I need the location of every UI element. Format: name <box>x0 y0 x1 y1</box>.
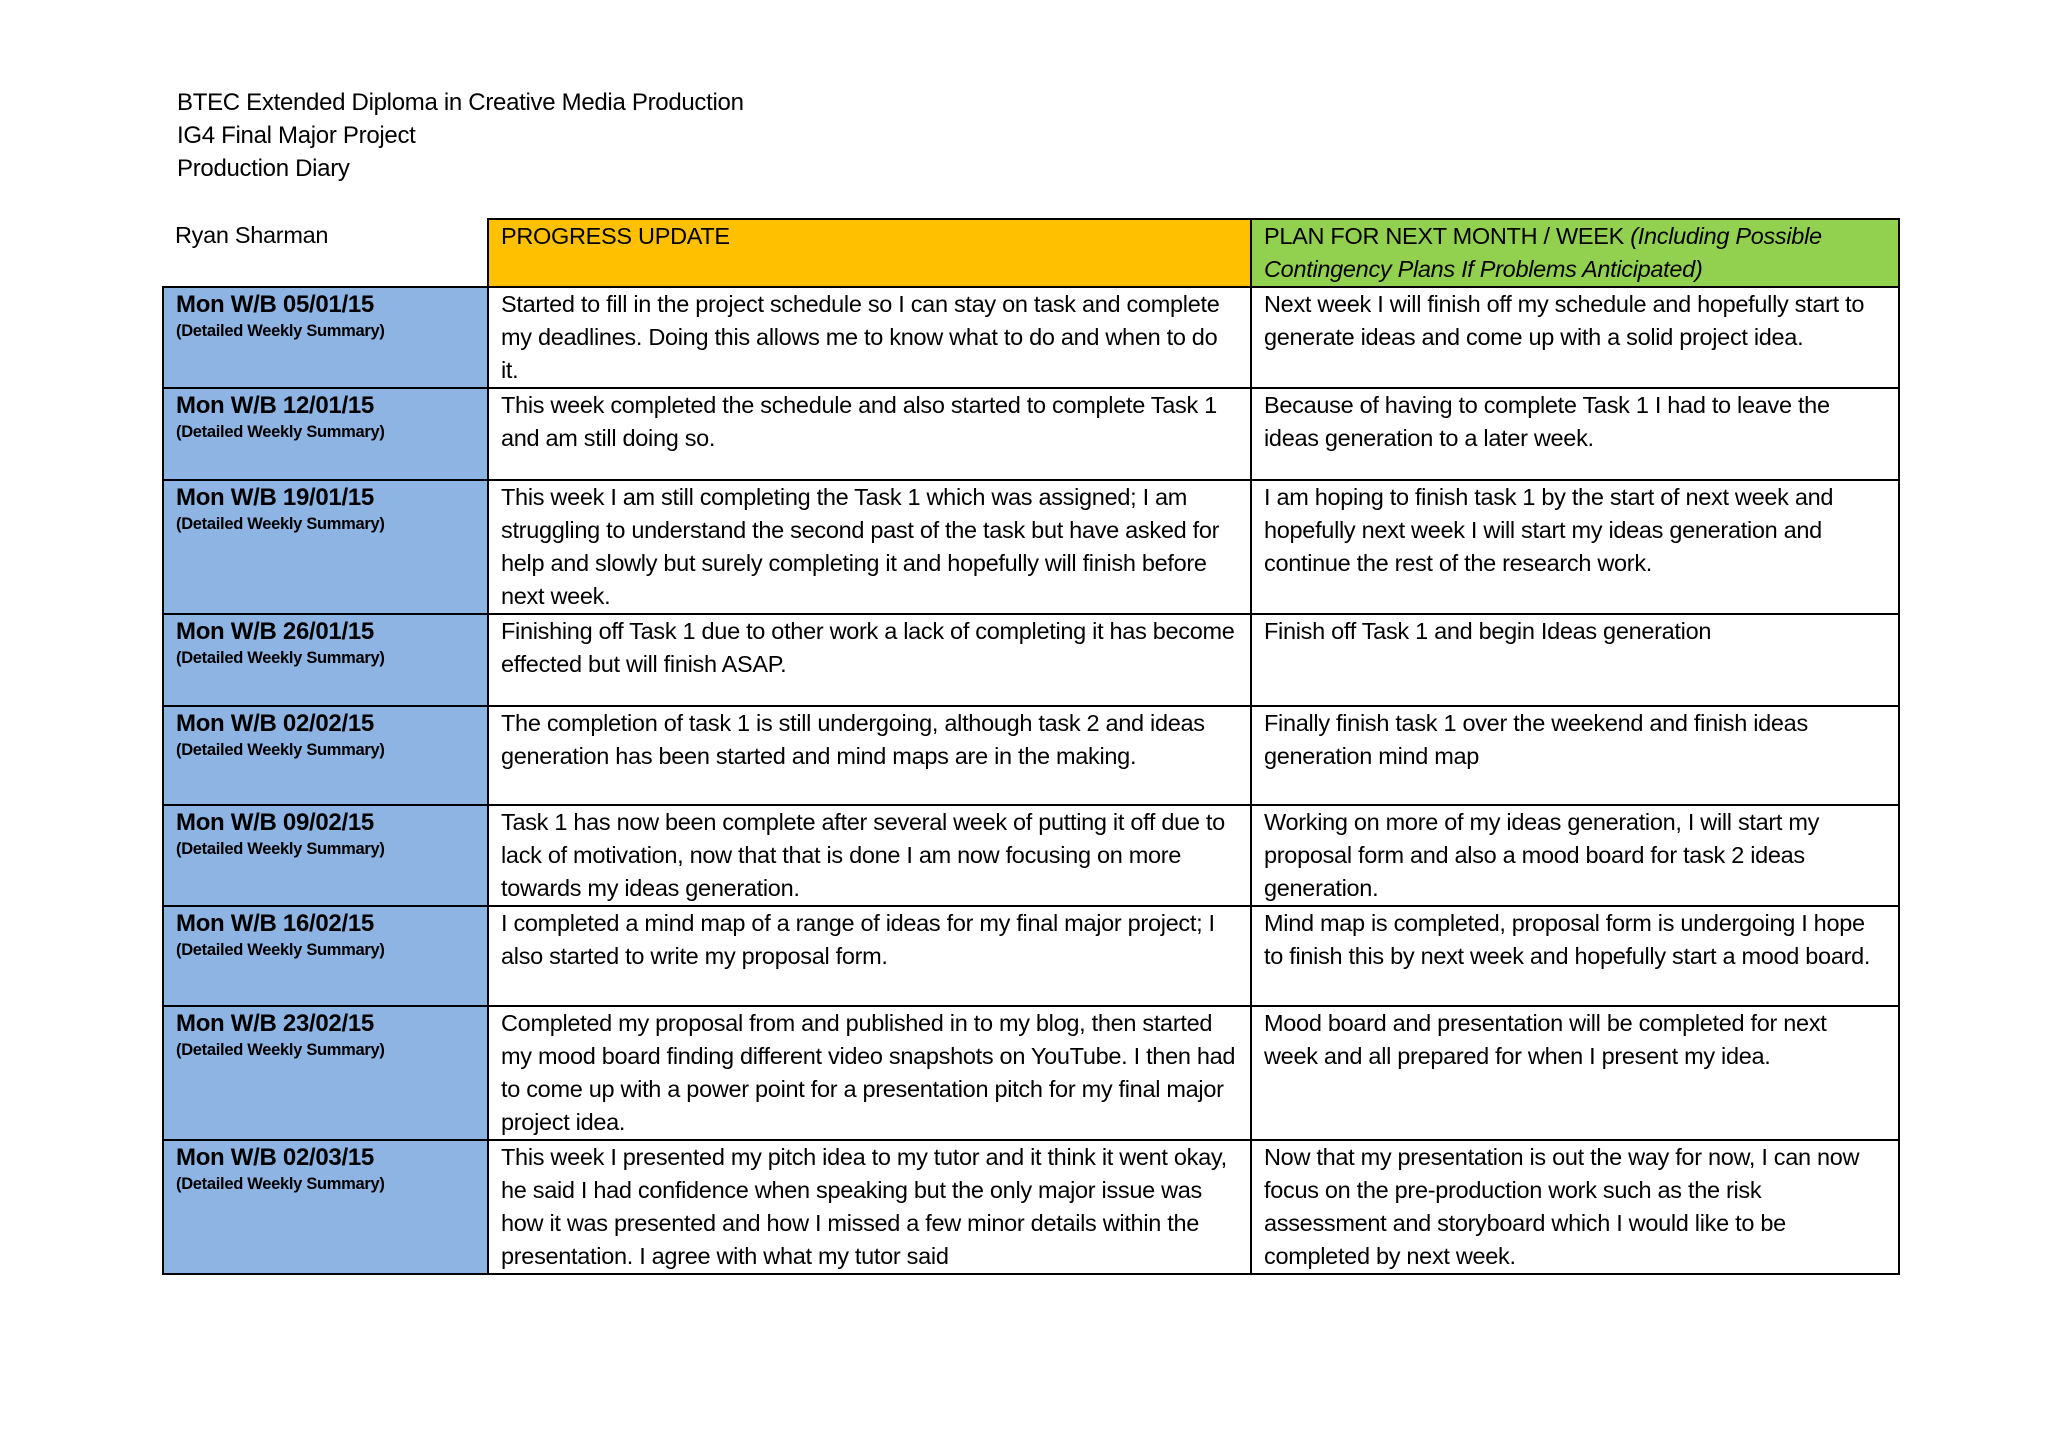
document-header <box>177 86 744 185</box>
student-name: Ryan Sharman <box>163 219 488 287</box>
week-cell <box>163 1140 488 1274</box>
progress-update-header <box>488 219 1251 287</box>
plan-header-label: PLAN FOR NEXT MONTH / WEEK <box>1264 223 1624 249</box>
table-row <box>163 388 1899 480</box>
week-cell <box>163 614 488 706</box>
plan-cell: Mood board and presentation will be completed for next week and all prepared for when I present my idea. <box>1251 1006 1899 1140</box>
table-header-row <box>163 219 1899 287</box>
table-row <box>163 480 1899 614</box>
week-subtitle: (Detailed Weekly Summary) <box>176 1175 385 1193</box>
week-subtitle: (Detailed Weekly Summary) <box>176 741 385 759</box>
progress-header-label: PROGRESS UPDATE <box>501 223 730 249</box>
plan-cell: I am hoping to finish task 1 by the start of next week and hopefully next week I will start my ideas generation and continue the rest of the research work. <box>1251 480 1899 614</box>
plan-cell: Next week I will finish off my schedule and hopefully start to generate ideas and come up with a solid project idea. <box>1251 287 1899 388</box>
plan-cell: Now that my presentation is out the way for now, I can now focus on the pre-production work such as the risk assessment and storyboard which I would like to be completed by next week. <box>1251 1140 1899 1274</box>
table-row <box>163 805 1899 906</box>
document-title: Production Diary <box>177 155 350 182</box>
week-cell <box>163 805 488 906</box>
progress-cell: This week completed the schedule and also started to complete Task 1 and am still doing so. <box>488 388 1251 480</box>
plan-cell: Mind map is completed, proposal form is undergoing I hope to finish this by next week and hopefully start a mood board. <box>1251 906 1899 1006</box>
table-row <box>163 706 1899 805</box>
progress-cell: Task 1 has now been complete after several week of putting it off due to lack of motivation, now that that is done I am now focusing on more towards my ideas generation. <box>488 805 1251 906</box>
week-cell <box>163 706 488 805</box>
progress-cell: This week I am still completing the Task 1 which was assigned; I am struggling to understand the second past of the task but have asked for help and slowly but surely completing it and hopefully will finish before next week. <box>488 480 1251 614</box>
week-label: Mon W/B 26/01/15 <box>176 618 374 645</box>
week-label: Mon W/B 09/02/15 <box>176 809 374 836</box>
week-cell <box>163 1006 488 1140</box>
progress-cell: I completed a mind map of a range of ideas for my final major project; I also started to write my proposal form. <box>488 906 1251 1006</box>
week-cell <box>163 480 488 614</box>
week-cell <box>163 287 488 388</box>
plan-header <box>1251 219 1899 287</box>
project-title: IG4 Final Major Project <box>177 122 416 149</box>
week-label: Mon W/B 19/01/15 <box>176 484 374 511</box>
week-label: Mon W/B 02/02/15 <box>176 710 374 737</box>
week-subtitle: (Detailed Weekly Summary) <box>176 941 385 959</box>
table-row <box>163 906 1899 1006</box>
table-row <box>163 614 1899 706</box>
progress-cell: Finishing off Task 1 due to other work a lack of completing it has become effected but will finish ASAP. <box>488 614 1251 706</box>
plan-cell: Finish off Task 1 and begin Ideas generation <box>1251 614 1899 706</box>
week-label: Mon W/B 16/02/15 <box>176 910 374 937</box>
plan-cell: Working on more of my ideas generation, I will start my proposal form and also a mood board for task 2 ideas generation. <box>1251 805 1899 906</box>
week-subtitle: (Detailed Weekly Summary) <box>176 423 385 441</box>
progress-cell: The completion of task 1 is still undergoing, although task 2 and ideas generation has been started and mind maps are in the making. <box>488 706 1251 805</box>
course-title: BTEC Extended Diploma in Creative Media Production <box>177 89 744 116</box>
plan-cell: Finally finish task 1 over the weekend and finish ideas generation mind map <box>1251 706 1899 805</box>
plan-header-note: (Including Possible Contingency Plans If Problems Anticipated) <box>1264 223 1822 282</box>
week-subtitle: (Detailed Weekly Summary) <box>176 649 385 667</box>
week-subtitle: (Detailed Weekly Summary) <box>176 1041 385 1059</box>
week-label: Mon W/B 05/01/15 <box>176 291 374 318</box>
production-diary-table <box>162 218 1900 1275</box>
progress-cell: Started to fill in the project schedule so I can stay on task and complete my deadlines. Doing this allows me to know what to do and when to do it. <box>488 287 1251 388</box>
table-row <box>163 287 1899 388</box>
table-row <box>163 1140 1899 1274</box>
week-label: Mon W/B 23/02/15 <box>176 1010 374 1037</box>
week-subtitle: (Detailed Weekly Summary) <box>176 515 385 533</box>
progress-cell: Completed my proposal from and published in to my blog, then started my mood board finding different video snapshots on YouTube. I then had to come up with a power point for a presentation pitch for my final major project idea. <box>488 1006 1251 1140</box>
week-cell <box>163 388 488 480</box>
week-subtitle: (Detailed Weekly Summary) <box>176 840 385 858</box>
progress-cell: This week I presented my pitch idea to my tutor and it think it went okay, he said I had confidence when speaking but the only major issue was how it was presented and how I missed a few minor details within the presentation. I agree with what my tutor said <box>488 1140 1251 1274</box>
week-label: Mon W/B 02/03/15 <box>176 1144 374 1171</box>
week-subtitle: (Detailed Weekly Summary) <box>176 322 385 340</box>
week-cell <box>163 906 488 1006</box>
plan-cell: Because of having to complete Task 1 I had to leave the ideas generation to a later week. <box>1251 388 1899 480</box>
table-row <box>163 1006 1899 1140</box>
week-label: Mon W/B 12/01/15 <box>176 392 374 419</box>
